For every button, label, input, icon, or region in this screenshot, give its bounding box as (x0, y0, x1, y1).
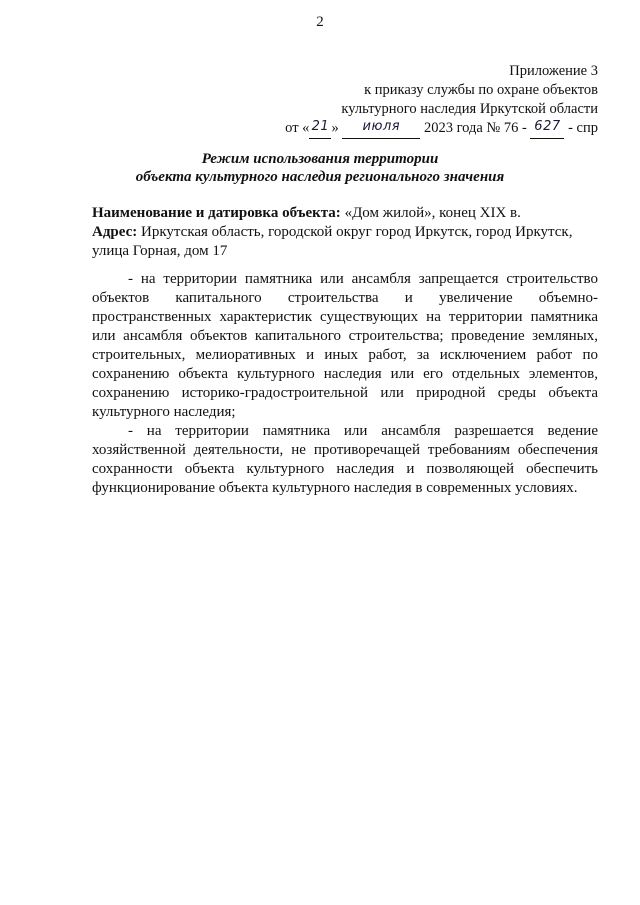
page-number: 2 (316, 14, 324, 30)
object-address-label: Адрес: (92, 224, 138, 240)
appendix-line-2: к приказу службы по охране объектов (364, 82, 598, 98)
object-address (92, 223, 598, 261)
paragraph-prohibited: - на территории памятника или ансамбля запрещается строительство объектов капитального строительства и увеличение объемно-пространственных характеристик существующих на территории памятника или ансамбля объектов капитального строительства; проведение земляных, строительных, мелиоративных и иных работ, за исключением работ по сохранению объекта культурного наследия или его отдельных элементов, сохранению историко-градостроительной или природной среды объекта культурного наследия; (92, 271, 598, 420)
appendix-date-line (285, 119, 598, 139)
object-info (92, 204, 598, 261)
document-title (0, 150, 640, 186)
handwritten-order-number-text: 627 (534, 119, 561, 134)
handwritten-month (342, 119, 420, 139)
object-name (92, 204, 598, 223)
object-name-label: Наименование и датировка объекта: (92, 205, 341, 221)
date-year-text: 2023 года № 76 - (423, 120, 527, 136)
date-quote-close: » (331, 120, 339, 136)
appendix-line-1: Приложение 3 (509, 63, 598, 79)
title-line-1: Режим использования территории (201, 151, 439, 167)
handwritten-day (309, 119, 331, 139)
object-address-value: Иркутская область, городской округ город Иркутск, город Иркутск, улица Горная, дом 17 (92, 224, 573, 259)
handwritten-month-text: июля (362, 119, 401, 134)
handwritten-order-number (530, 119, 564, 139)
appendix-line-3: культурного наследия Иркутской области (341, 101, 598, 117)
order-suffix: - спр (568, 120, 598, 136)
object-name-value: «Дом жилой», конец XIX в. (340, 205, 521, 221)
date-prefix: от « (285, 120, 310, 136)
regime-text (92, 270, 598, 498)
paragraph-permitted: - на территории памятника или ансамбля разрешается ведение хозяйственной деятельности, не противоречащей требованиям обеспечения сохранности объекта культурного наследия и позволяющей обеспечить функционирование объекта культурного наследия в современных условиях. (92, 423, 598, 496)
title-line-2: объекта культурного наследия регионального значения (135, 169, 505, 185)
appendix-header (285, 62, 598, 139)
handwritten-day-text: 21 (311, 119, 330, 134)
